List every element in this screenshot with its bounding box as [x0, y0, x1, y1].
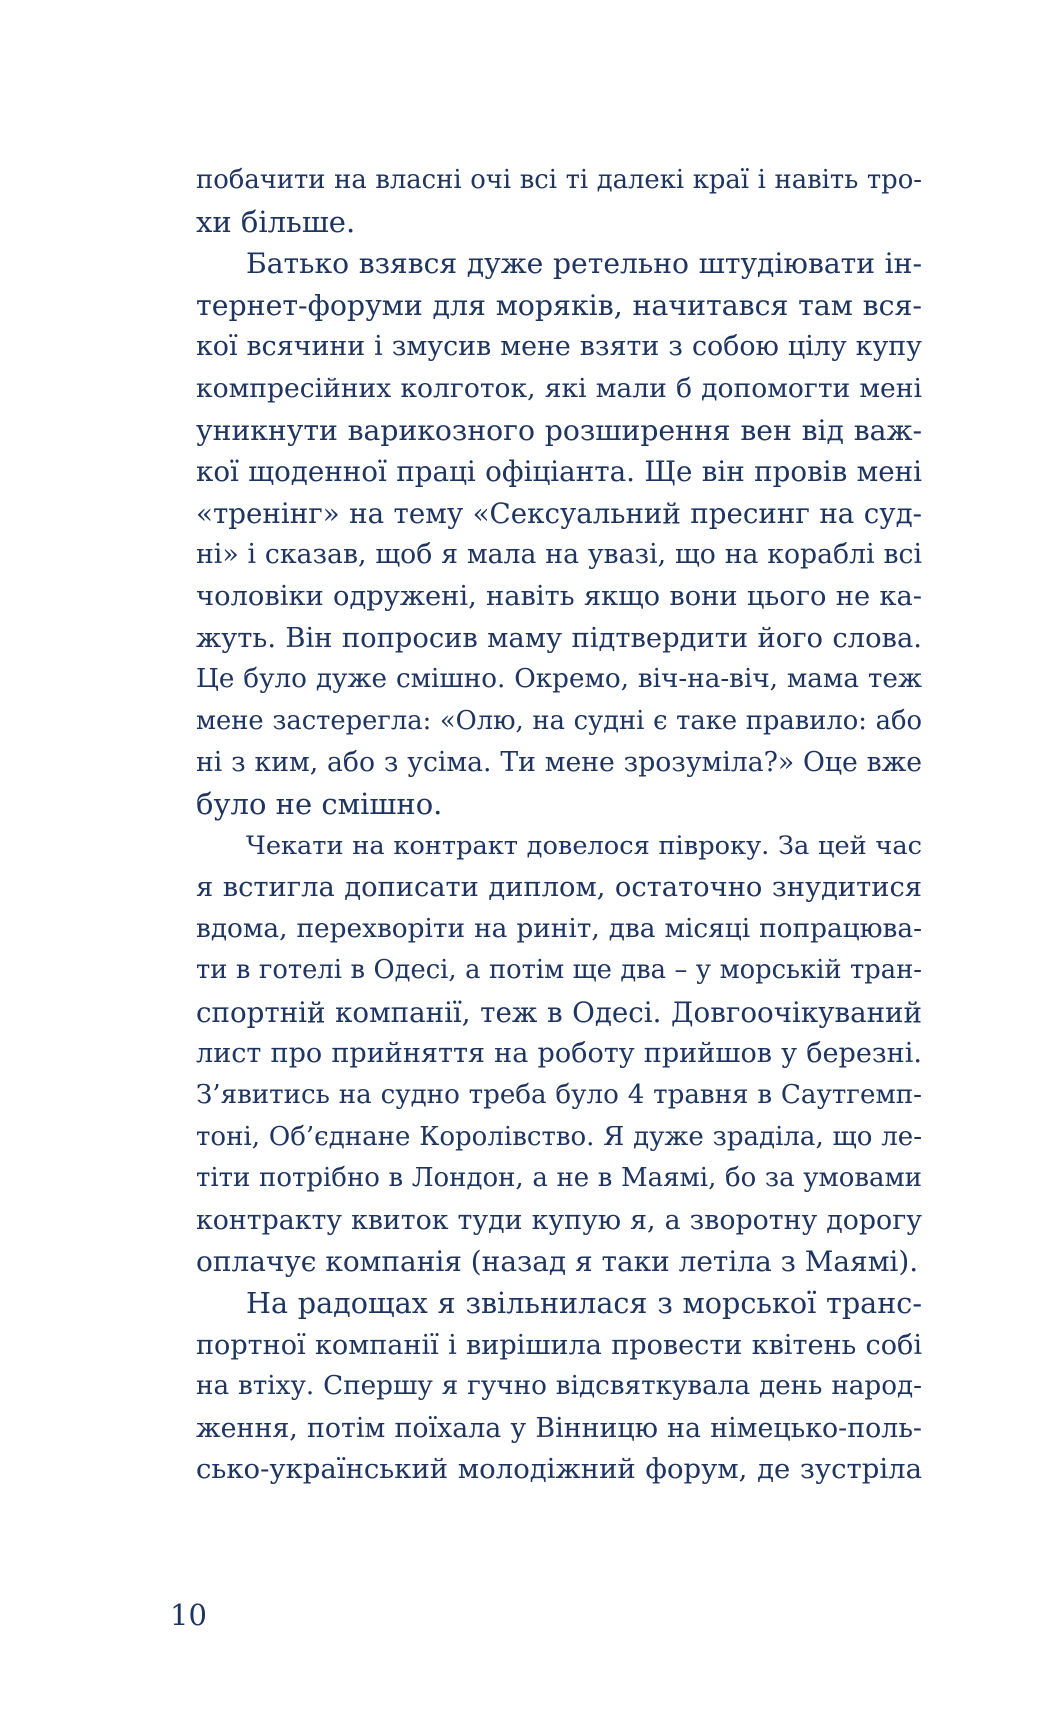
text-line: чоловіки одружені, навіть якщо вони цього не ка- — [196, 580, 922, 612]
text-line: уникнути варикозного розширення вен від важ- — [196, 413, 922, 447]
text-line: На радощах я звільнилася з морської транс- — [246, 1286, 922, 1321]
text-line: було не смішно. — [196, 786, 443, 821]
body-text — [196, 160, 922, 1491]
text-line: жуть. Він попросив маму підтвердити його слова. — [196, 622, 922, 654]
text-line: компресійних колготок, які мали б допомогти мені — [196, 372, 922, 404]
text-line: кої всячини і змусив мене взяти з собою цілу купу — [196, 331, 922, 363]
text-line: кої щоденної праці офіціанта. Ще він провів мені — [196, 455, 922, 489]
text-line: ні з ким, або з усіма. Ти мене зрозуміла?» Оце вже — [196, 747, 922, 779]
text-line: спортній компанії, теж в Одесі. Довгоочікуваний — [196, 995, 922, 1029]
text-line: ти в готелі в Одесі, а потім ще два – у морській тран- — [196, 955, 922, 986]
text-line: З’явитись на судно треба було 4 травня в Саутгемп- — [196, 1080, 922, 1111]
text-line: ні» і сказав, щоб я мала на увазі, що на кораблі всі — [196, 539, 922, 571]
text-line: лист про прийняття на роботу прийшов у березні. — [196, 1038, 922, 1070]
text-line: сько-український молодіжний форум, де зустріла — [196, 1453, 922, 1486]
text-line: Батько взявся дуже ретельно штудіювати ін- — [246, 247, 922, 281]
text-line: мене застерегла: «Олю, на судні є таке правило: або — [196, 705, 922, 736]
text-line: контракту квиток туди купую я, а зворотну дорогу — [196, 1204, 922, 1236]
page-number: 10 — [170, 1598, 207, 1632]
text-line: хи більше. — [196, 204, 356, 239]
text-line: ження, потім поїхала у Вінницю на німецько-поль- — [196, 1412, 922, 1444]
text-line: на втіху. Спершу я гучно відсвяткувала день народ- — [196, 1371, 922, 1402]
text-line: тіти потрібно в Лондон, а не в Маямі, бо за умовами — [196, 1163, 922, 1194]
text-line: побачити на власні очі всі ті далекі краї і навіть тро- — [196, 165, 922, 195]
text-line: «тренінг» на тему «Сексуальний пресинг на суд- — [196, 496, 922, 530]
text-line: портної компанії і вирішила провести квітень собі — [196, 1329, 922, 1361]
text-line: Це було дуже смішно. Окремо, віч-на-віч, мама теж — [196, 664, 922, 695]
text-line: оплачує компанія (назад я таки летіла з Маямі). — [196, 1245, 919, 1279]
text-line: я встигла дописати диплом, остаточно знудитися — [196, 872, 922, 904]
text-line: тоні, Об’єднане Королівство. Я дуже зраділа, що ле- — [196, 1121, 922, 1152]
text-line: вдома, перехворіти на риніт, два місяці попрацюва- — [196, 913, 922, 944]
text-line: Чекати на контракт довелося півроку. За цей час — [246, 830, 922, 861]
text-line: тернет-форуми для моряків, начитався там вся- — [196, 288, 922, 322]
